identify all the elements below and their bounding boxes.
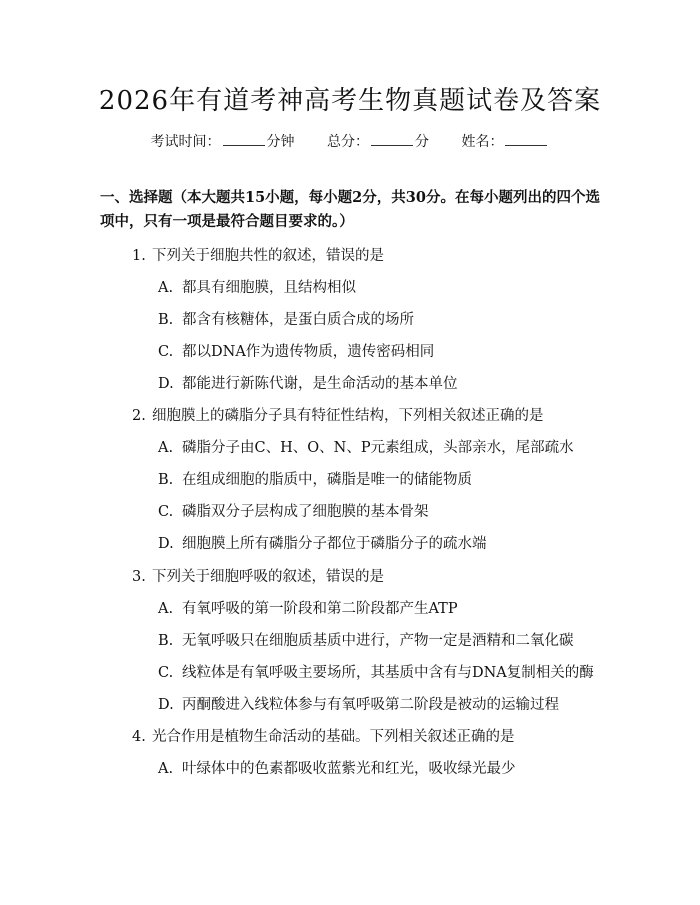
option-key: C.: [158, 504, 174, 520]
option-text: 都能进行新陈代谢，是生命活动的基本单位: [182, 376, 458, 392]
option-text: 无氧呼吸只在细胞质基质中进行，产物一定是酒精和二氧化碳: [182, 633, 574, 649]
option-text: 线粒体是有氧呼吸主要场所，其基质中含有与DNA复制相关的酶: [182, 665, 594, 681]
question-number: 1.: [132, 248, 146, 264]
question-text: 光合作用是植物生命活动的基础。下列相关叙述正确的是: [152, 729, 515, 745]
question-4: [132, 725, 515, 746]
option-1b: [158, 308, 414, 329]
question-1: [132, 244, 384, 265]
exam-meta: [0, 131, 700, 151]
option-key: D.: [158, 376, 174, 392]
option-text: 丙酮酸进入线粒体参与有氧呼吸第二阶段是被动的运输过程: [182, 697, 559, 713]
time-label: 考试时间：: [150, 134, 221, 150]
option-2b: [158, 468, 472, 489]
option-2c: [158, 500, 429, 521]
option-text: 都具有细胞膜，且结构相似: [182, 280, 356, 296]
option-text: 叶绿体中的色素都吸收蓝紫光和红光，吸收绿光最少: [182, 761, 516, 777]
exam-score: [327, 134, 433, 150]
option-3a: [158, 597, 458, 618]
option-text: 磷脂分子由C、H、O、N、P元素组成，头部亲水，尾部疏水: [182, 440, 574, 456]
score-blank[interactable]: [371, 133, 413, 146]
option-text: 磷脂双分子层构成了细胞膜的基本骨架: [182, 504, 429, 520]
time-unit: 分钟: [266, 134, 295, 150]
question-text: 下列关于细胞呼吸的叙述，错误的是: [152, 569, 384, 585]
option-1c: [158, 340, 434, 361]
option-2a: [158, 436, 574, 457]
option-key: D.: [158, 536, 174, 552]
option-3c: [158, 661, 594, 682]
question-3: [132, 565, 384, 586]
option-key: A.: [158, 601, 174, 617]
option-3d: [158, 693, 559, 714]
option-key: D.: [158, 697, 174, 713]
page-title: 2026年有道考神高考生物真题试卷及答案: [98, 86, 602, 116]
option-key: B.: [158, 312, 174, 328]
option-1a: [158, 276, 356, 297]
option-1d: [158, 372, 458, 393]
option-key: B.: [158, 633, 174, 649]
question-2: [132, 404, 544, 425]
option-4a: [158, 757, 516, 778]
question-number: 2.: [132, 408, 146, 424]
question-number: 4.: [132, 729, 146, 745]
option-key: A.: [158, 761, 174, 777]
option-key: C.: [158, 344, 174, 360]
name-blank[interactable]: [505, 133, 547, 146]
exam-name: [461, 134, 549, 150]
option-key: A.: [158, 280, 174, 296]
option-text: 都含有核糖体，是蛋白质合成的场所: [182, 312, 414, 328]
score-label: 总分：: [327, 134, 369, 150]
option-key: B.: [158, 472, 174, 488]
question-text: 细胞膜上的磷脂分子具有特征性结构，下列相关叙述正确的是: [152, 408, 544, 424]
option-text: 细胞膜上所有磷脂分子都位于磷脂分子的疏水端: [182, 536, 487, 552]
option-text: 都以DNA作为遗传物质，遗传密码相同: [182, 344, 435, 360]
score-unit: 分: [415, 134, 429, 150]
question-text: 下列关于细胞共性的叙述，错误的是: [152, 248, 384, 264]
option-3b: [158, 629, 574, 650]
option-text: 有氧呼吸的第一阶段和第二阶段都产生ATP: [182, 601, 458, 617]
option-key: A.: [158, 440, 174, 456]
option-2d: [158, 532, 487, 553]
section-heading: 一、选择题（本大题共15小题，每小题2分，共30分。在每小题列出的四个选项中，只有一项是最符合题目要求的。）: [100, 189, 600, 230]
question-number: 3.: [132, 569, 146, 585]
time-blank[interactable]: [223, 133, 265, 146]
option-text: 在组成细胞的脂质中，磷脂是唯一的储能物质: [182, 472, 472, 488]
name-label: 姓名：: [461, 134, 504, 150]
exam-time: [151, 134, 299, 150]
option-key: C.: [158, 665, 174, 681]
